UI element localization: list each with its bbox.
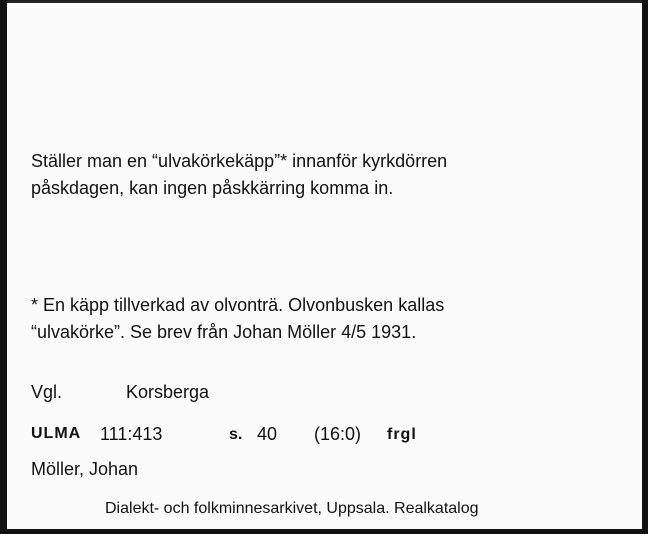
archive-footer: Dialekt- och folkminnesarkivet, Uppsala. Realkatalog <box>105 500 479 517</box>
card-text-line-1: Ställer man en “ulvakörkekäpp”* innanför kyrkdörren <box>31 151 448 171</box>
vgl-place: Korsberga <box>126 382 210 402</box>
page-label: s. <box>229 426 243 443</box>
footnote-line-1: * En käpp tillverkad av olvonträ. Olvonbusken kallas <box>31 295 445 315</box>
page-number: 40 <box>257 424 278 444</box>
card-text-line-2: påskdagen, kan ingen påskkärring komma in. <box>31 178 394 198</box>
card-right-edge <box>642 0 648 534</box>
archive-code: ULMA <box>31 425 82 442</box>
footnote-line-2: “ulvakörke”. Se brev från Johan Möller 4/5 1931. <box>31 322 417 342</box>
card-bottom-edge <box>0 529 648 534</box>
card-left-edge <box>0 0 7 534</box>
vgl-label: Vgl. <box>31 382 63 402</box>
author-name: Möller, Johan <box>31 459 139 479</box>
frgl-code: frgl <box>387 426 417 443</box>
card-top-edge <box>0 0 648 3</box>
reference-number: 111:413 <box>100 424 163 444</box>
classification-code: (16:0) <box>314 424 362 444</box>
